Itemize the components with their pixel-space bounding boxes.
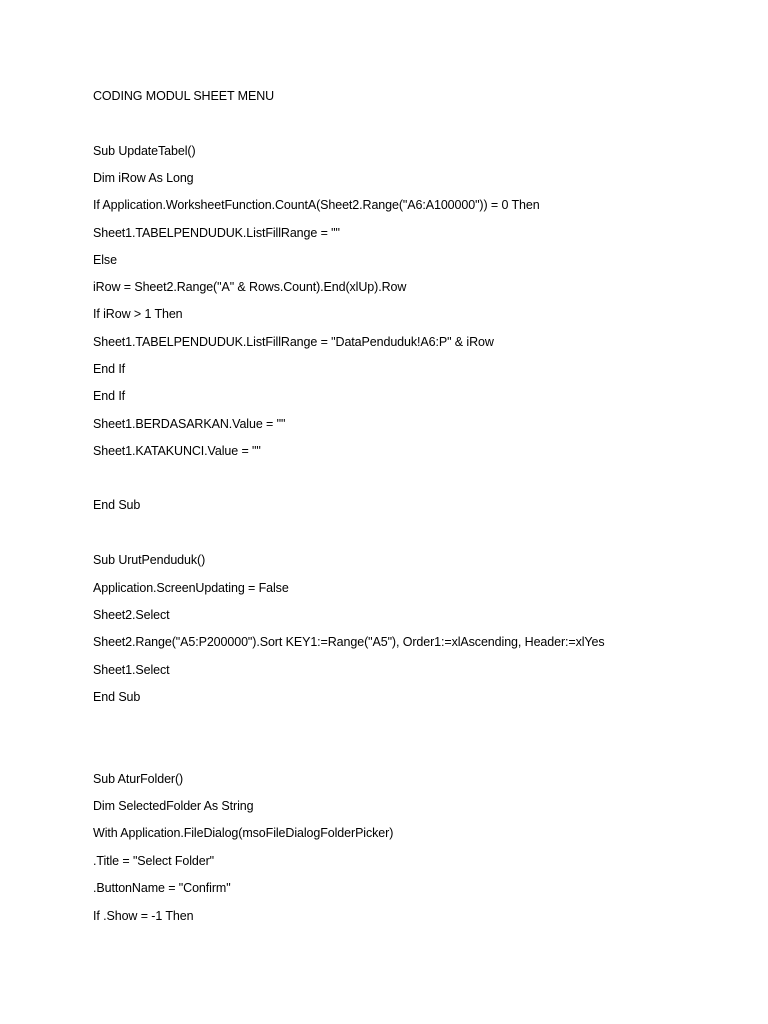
code-line: If iRow > 1 Then	[93, 307, 183, 321]
document-heading: CODING MODUL SHEET MENU	[93, 89, 275, 103]
code-line: iRow = Sheet2.Range("A" & Rows.Count).End(xlUp).Row	[93, 280, 407, 294]
code-line: Sub UrutPenduduk()	[93, 553, 206, 567]
code-line: Sheet1.TABELPENDUDUK.ListFillRange = "DataPenduduk!A6:P" & iRow	[93, 335, 494, 349]
code-line: Sheet1.Select	[93, 663, 170, 677]
code-line: Sub UpdateTabel()	[93, 144, 196, 158]
code-line: Dim SelectedFolder As String	[93, 799, 254, 813]
code-line: End If	[93, 362, 126, 376]
code-line: .Title = "Select Folder"	[93, 854, 214, 868]
code-line: Dim iRow As Long	[93, 171, 194, 185]
code-line: End If	[93, 389, 126, 403]
code-line: End Sub	[93, 690, 141, 704]
code-line: Sheet1.KATAKUNCI.Value = ""	[93, 444, 261, 458]
code-line: If Application.WorksheetFunction.CountA(Sheet2.Range("A6:A100000")) = 0 Then	[93, 198, 540, 212]
code-line: If .Show = -1 Then	[93, 909, 194, 923]
code-line: .ButtonName = "Confirm"	[93, 881, 231, 895]
code-line: Application.ScreenUpdating = False	[93, 581, 289, 595]
code-line: Sub AturFolder()	[93, 772, 184, 786]
code-line: With Application.FileDialog(msoFileDialogFolderPicker)	[93, 826, 394, 840]
code-line: Sheet2.Range("A5:P200000").Sort KEY1:=Range("A5"), Order1:=xlAscending, Header:=xlYes	[93, 635, 605, 649]
code-line: Sheet2.Select	[93, 608, 170, 622]
code-line: Sheet1.BERDASARKAN.Value = ""	[93, 417, 286, 431]
code-line: End Sub	[93, 498, 141, 512]
code-line: Sheet1.TABELPENDUDUK.ListFillRange = ""	[93, 226, 340, 240]
code-line: Else	[93, 253, 117, 267]
